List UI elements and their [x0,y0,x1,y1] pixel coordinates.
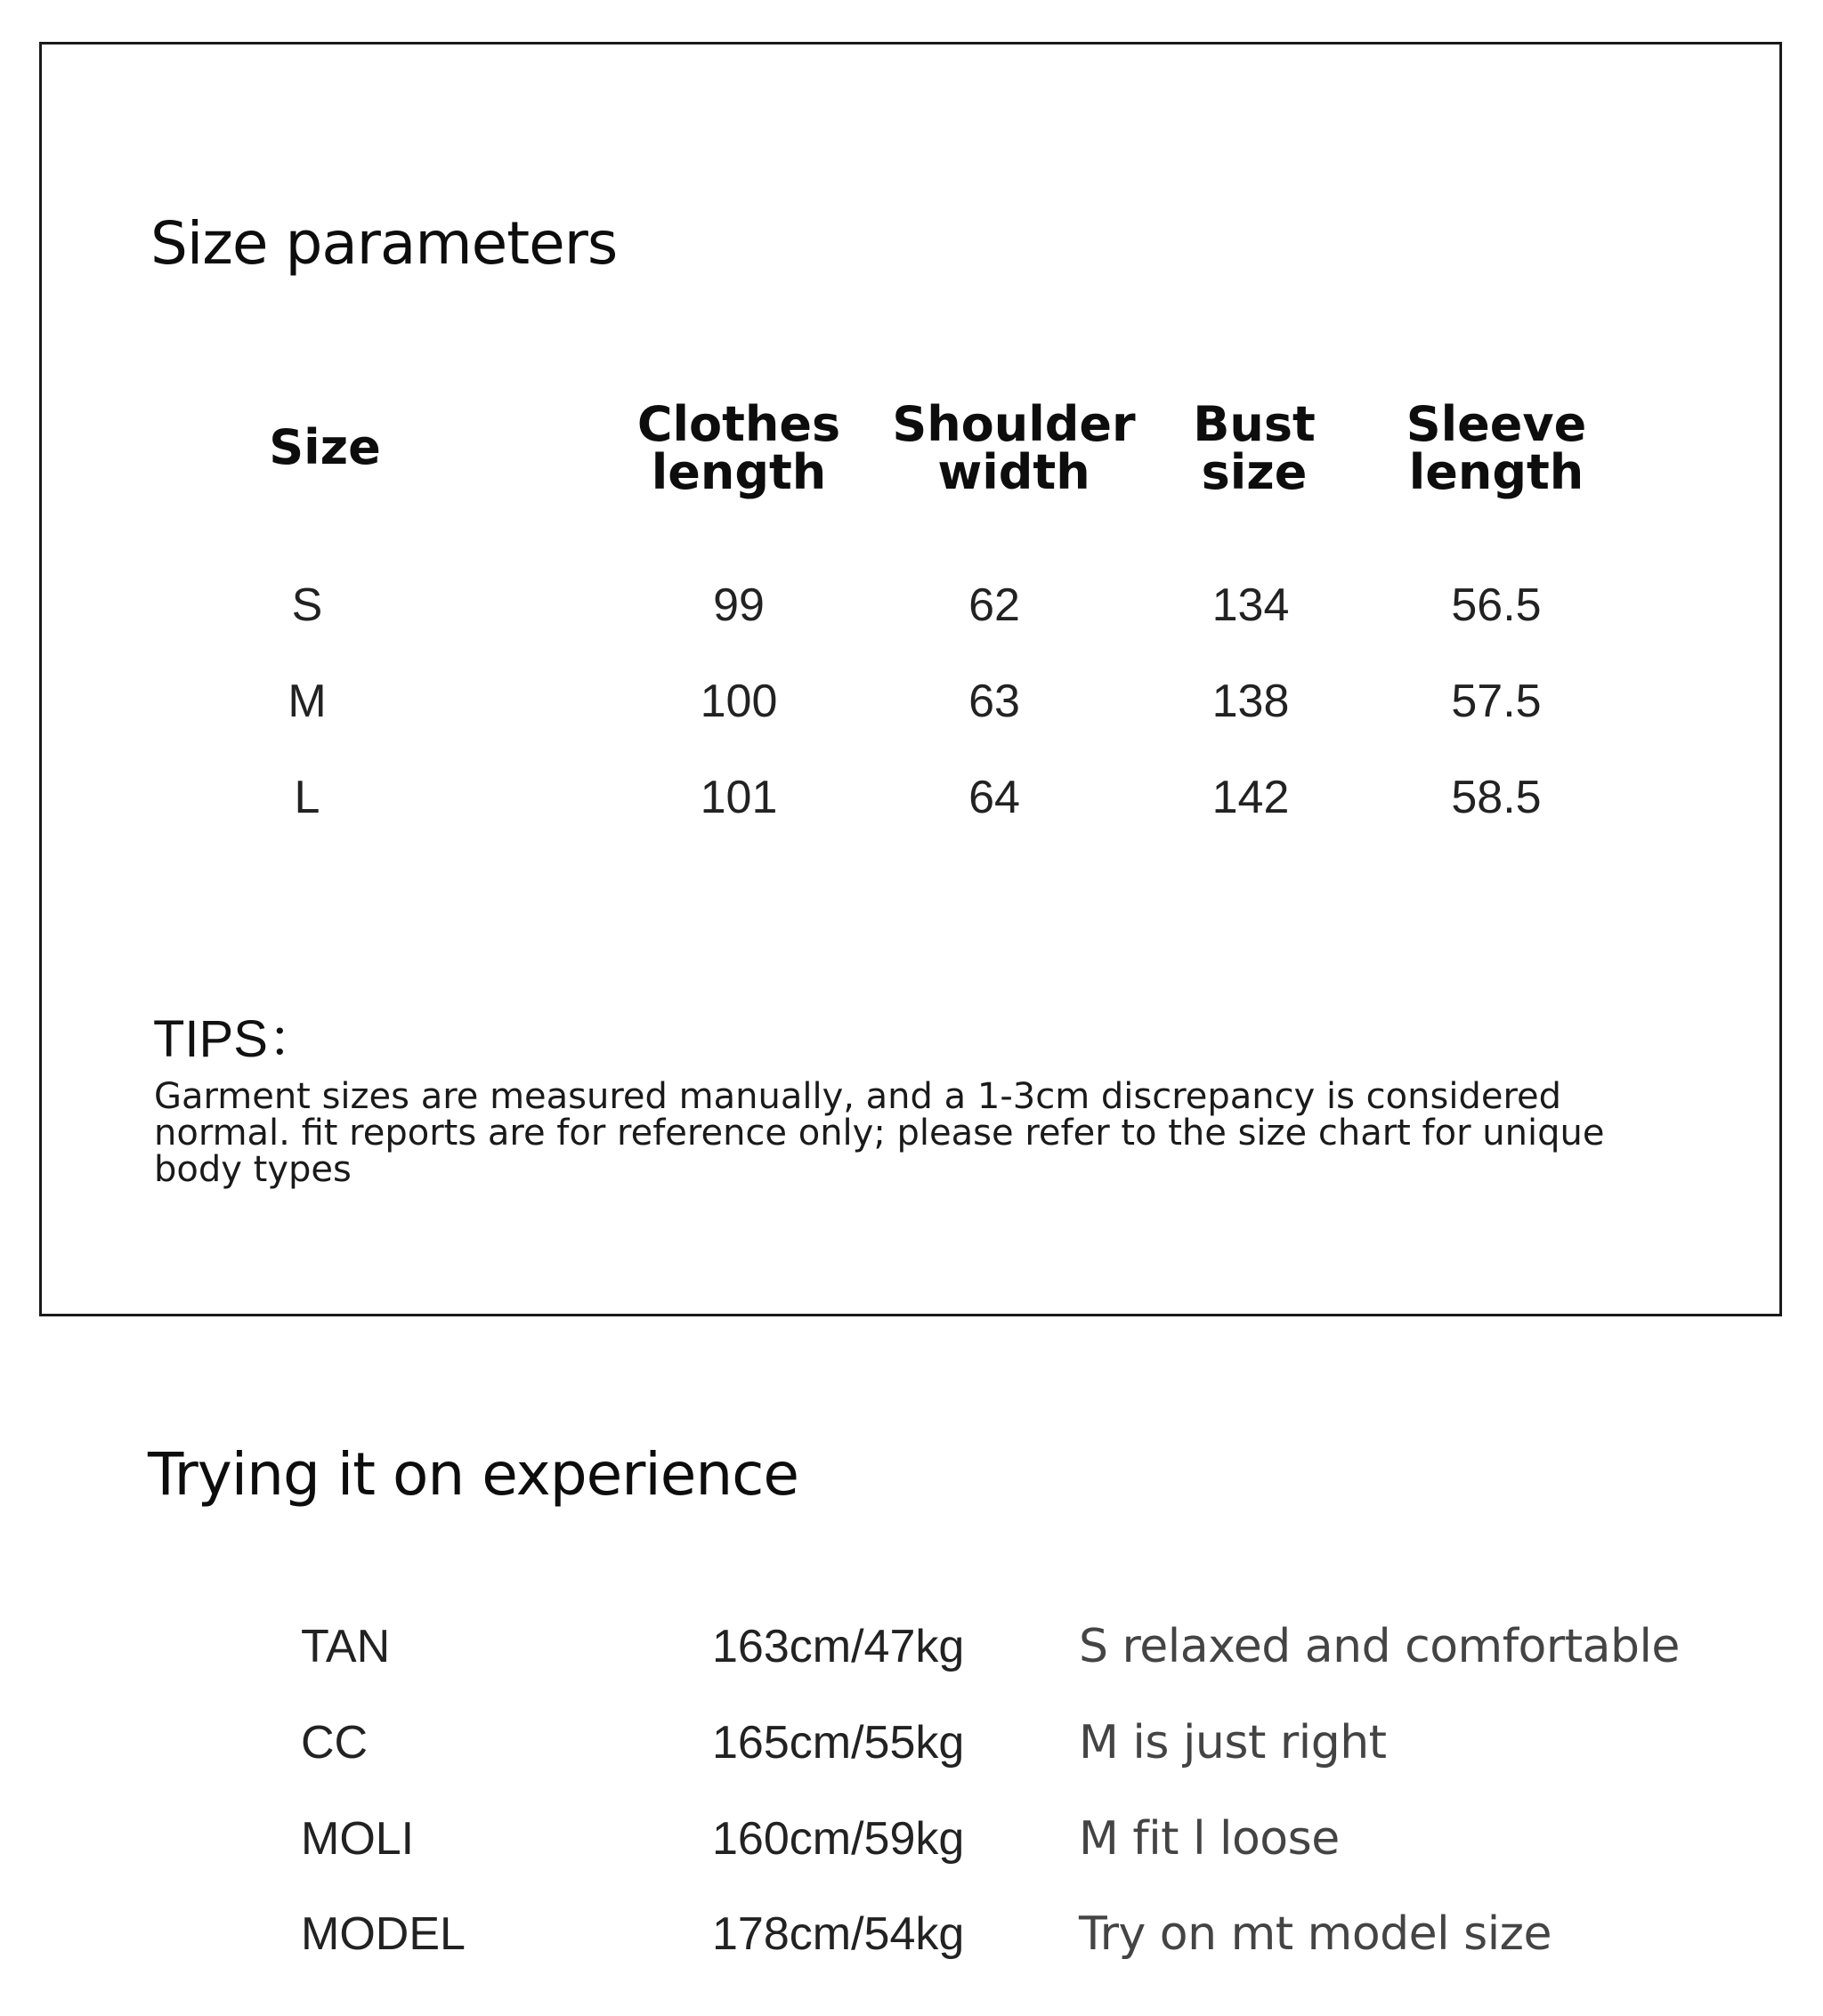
tester-height-weight: 163cm/47kg [712,1621,965,1672]
tester-name: MODEL [301,1908,466,1960]
list-item [0,1716,1823,1778]
header-bust-size: Bust size [1193,396,1316,500]
size-parameters-title: Size parameters [150,209,618,278]
tester-height-weight: 165cm/55kg [712,1717,965,1769]
table-cell-bust-size: 138 [1211,676,1290,727]
table-cell-size: L [294,772,320,823]
tester-fit-comment: S relaxed and comfortable [1079,1620,1680,1673]
tester-fit-comment: M is just right [1079,1716,1387,1769]
tester-name: TAN [301,1621,391,1672]
table-cell-bust-size: 134 [1211,579,1290,631]
tips-label: TIPS： [153,1010,320,1068]
table-cell-clothes-length: 100 [700,676,778,727]
tester-fit-comment: M fit l loose [1079,1812,1340,1866]
tester-name: MOLI [301,1813,415,1865]
table-cell-size: S [291,579,323,631]
list-item [0,1812,1823,1874]
header-sleeve-length: Sleeve length [1406,396,1587,500]
table-cell-shoulder-width: 63 [968,676,1020,727]
table-cell-sleeve-length: 58.5 [1451,772,1542,823]
table-cell-clothes-length: 99 [713,579,765,631]
header-shoulder-width: Shoulder width [892,396,1136,500]
table-cell-bust-size: 142 [1211,772,1290,823]
list-item [0,1620,1823,1682]
tester-height-weight: 160cm/59kg [712,1813,965,1865]
table-cell-sleeve-length: 57.5 [1451,676,1542,727]
table-cell-clothes-length: 101 [700,772,778,823]
tester-fit-comment: Try on mt model size [1079,1907,1552,1961]
list-item [0,1907,1823,1970]
tester-height-weight: 178cm/54kg [712,1908,965,1960]
tips-text: Garment sizes are measured manually, and a 1-3cm discrepancy is considered normal. fit reports are for reference only; please refer to the size chart for unique body types [154,1076,1605,1190]
table-cell-size: M [288,676,327,727]
tester-name: CC [301,1717,369,1769]
table-cell-shoulder-width: 64 [968,772,1020,823]
try-on-experience-title: Trying it on experience [148,1440,799,1509]
header-clothes-length: Clothes length [636,396,841,500]
header-size: Size [269,419,381,475]
table-cell-sleeve-length: 56.5 [1451,579,1542,631]
table-cell-shoulder-width: 62 [968,579,1020,631]
size-parameters-panel [39,42,1782,1316]
